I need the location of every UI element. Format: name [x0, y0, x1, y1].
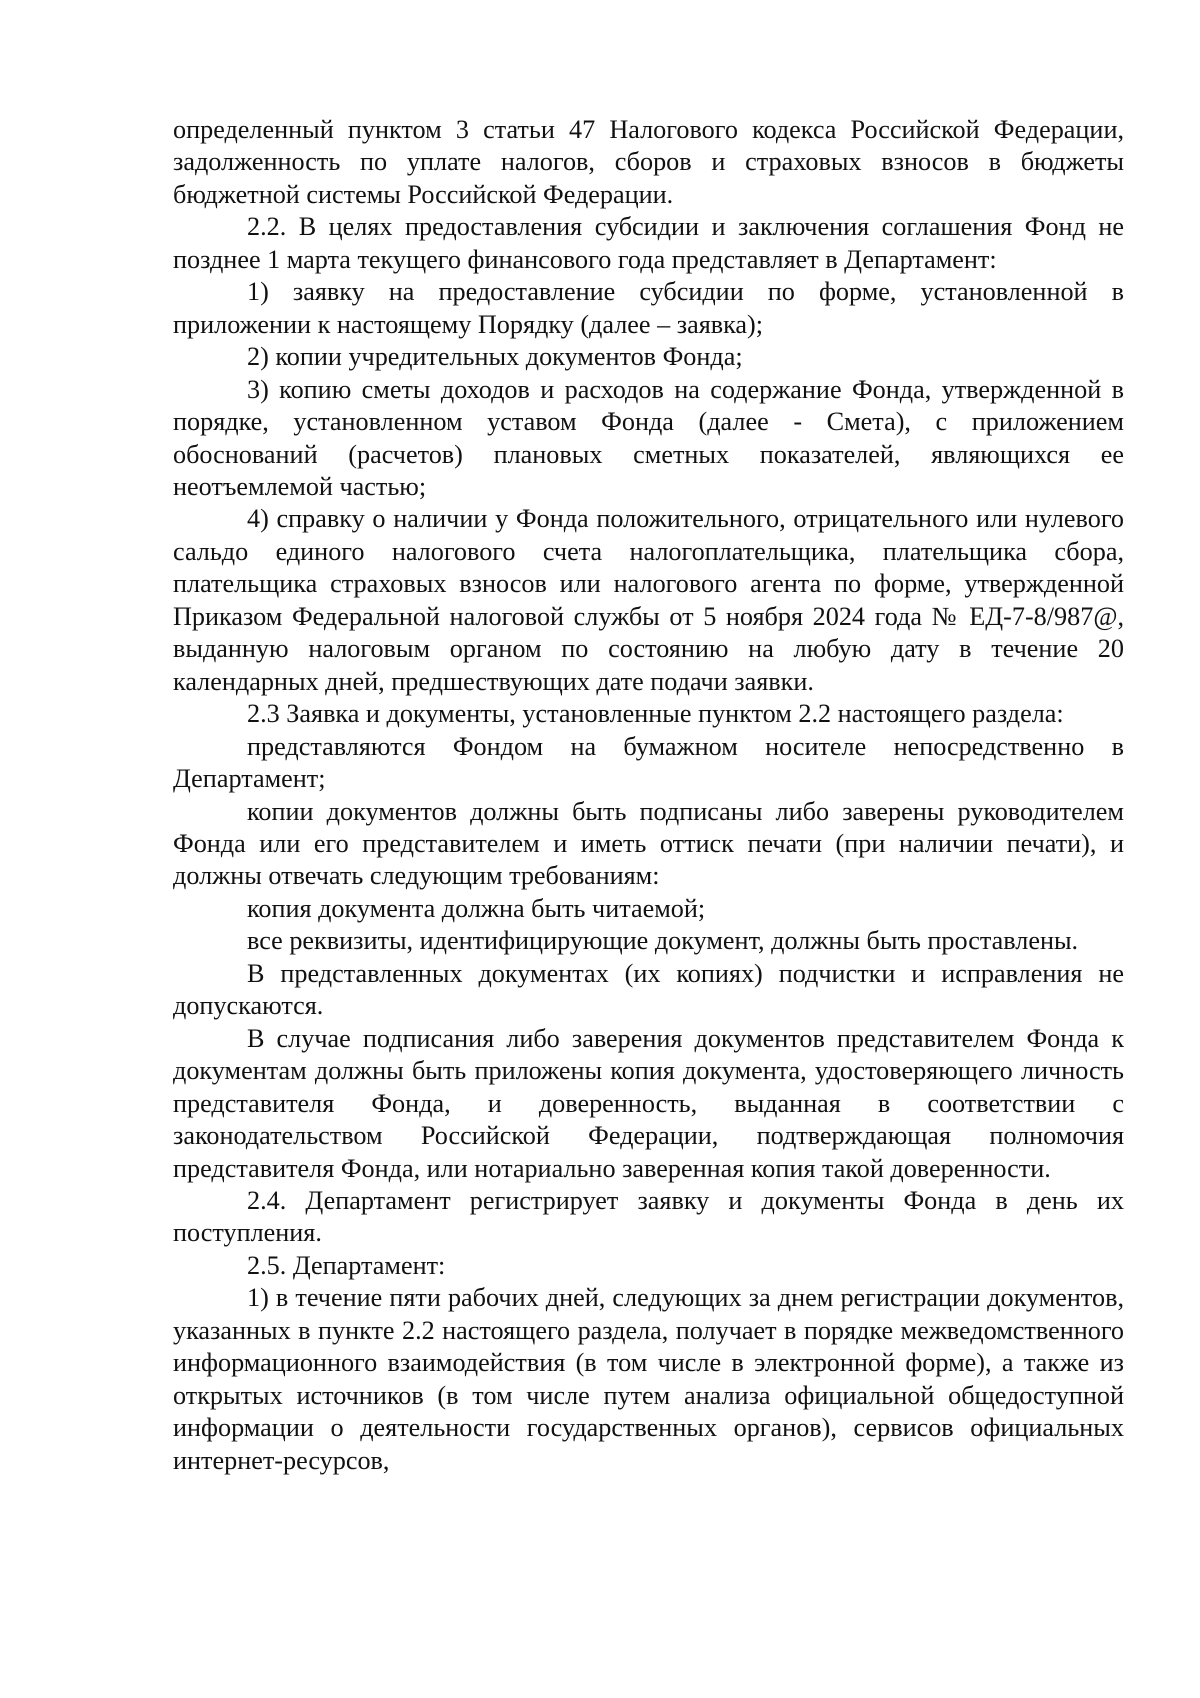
paragraph-representative: В случае подписания либо заверения документов представителем Фонда к документам должны быть приложены копия документа, удостоверяющего личность представителя Фонда, и доверенность, выданная в соответствии с законодательством Российской Федерации, подтверждающая полномочия представителя Фонда, или нотариально заверенная копия такой доверенности. [173, 1023, 1124, 1183]
paragraph-2-2-item-1: 1) заявку на предоставление субсидии по форме, установленной в приложении к настоящему Порядку (далее – заявка); [173, 277, 1124, 339]
paragraph-2-3-submission: представляются Фондом на бумажном носителе непосредственно в Департамент; [173, 731, 1124, 794]
paragraph-2-4: 2.4. Департамент регистрирует заявку и документы Фонда в день их поступления. [173, 1185, 1124, 1248]
paragraph-2-3-requisites: все реквизиты, идентифицирующие документ, должны быть проставлены. [247, 926, 1079, 956]
paragraph-2-2-item-3: 3) копию сметы доходов и расходов на содержание Фонда, утвержденной в порядке, установленном уставом Фонда (далее - Смета), с приложением обоснований (расчетов) плановых сметных показателей, являющихся ее неотъемлемой частью; [173, 374, 1124, 501]
paragraph-2-3-readable: копия документа должна быть читаемой; [247, 893, 706, 923]
paragraph-continuation: определенный пунктом 3 статьи 47 Налогового кодекса Российской Федерации, задолженность по уплате налогов, сборов и страховых взносов в бюджеты бюджетной системы Российской Федерации. [173, 115, 1124, 209]
paragraph-2-5: 2.5. Департамент: [247, 1250, 446, 1280]
paragraph-2-2: 2.2. В целях предоставления субсидии и заключения соглашения Фонд не позднее 1 марта текущего финансового года представляет в Департамент: [173, 212, 1124, 274]
paragraph-no-corrections: В представленных документах (их копиях) подчистки и исправления не допускаются. [173, 958, 1124, 1021]
paragraph-2-5-item-1: 1) в течение пяти рабочих дней, следующих за днем регистрации документов, указанных в пункте 2.2 настоящего раздела, получает в порядке межведомственного информационного взаимодействия (в том числе в электронной форме), а также из открытых источников (в том числе путем анализа официальной общедоступной информации о деятельности государственных органов), сервисов официальных интернет-ресурсов, [173, 1283, 1124, 1475]
paragraph-2-2-item-2: 2) копии учредительных документов Фонда; [247, 342, 743, 372]
paragraph-2-3-copies: копии документов должны быть подписаны либо заверены руководителем Фонда или его представителем и иметь оттиск печати (при наличии печати), и должны отвечать следующим требованиям: [173, 796, 1124, 891]
paragraph-2-3: 2.3 Заявка и документы, установленные пунктом 2.2 настоящего раздела: [247, 699, 1064, 729]
paragraph-2-2-item-4: 4) справку о наличии у Фонда положительного, отрицательного или нулевого сальдо единого налогового счета налогоплательщика, плательщика сбора, плательщика страховых взносов или налогового агента по форме, утвержденной Приказом Федеральной налоговой службы от 5 ноября 2024 года № ЕД-7-8/987@, выданную налоговым органом по состоянию на любую дату в течение 20 календарных дней, предшествующих дате подачи заявки. [173, 504, 1124, 696]
document-body [173, 114, 1124, 1477]
